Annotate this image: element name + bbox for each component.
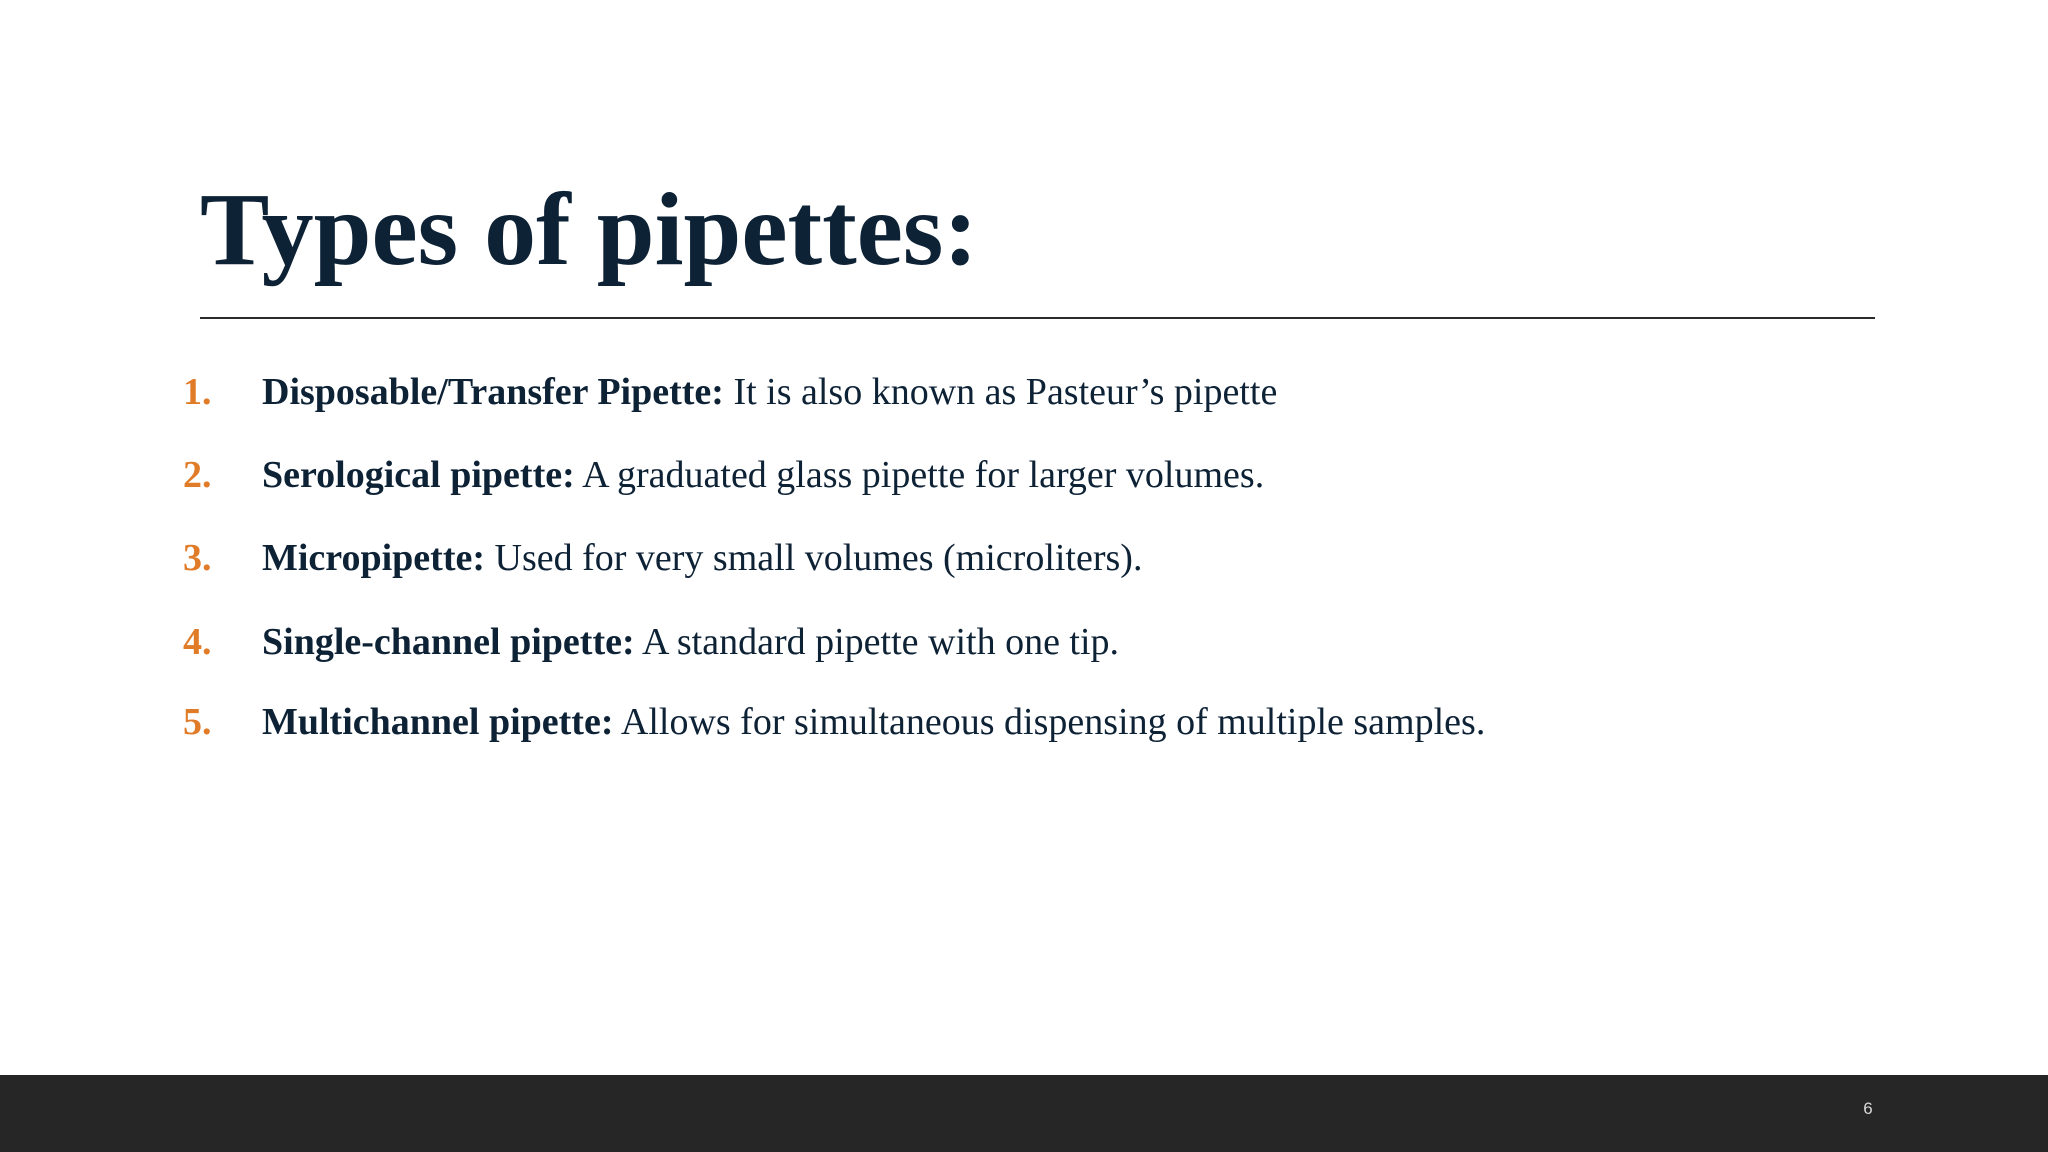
- list-item-description: A graduated glass pipette for larger volumes.: [574, 454, 1265, 496]
- list-item-text: [262, 533, 1142, 583]
- list-item-text: [262, 697, 1485, 747]
- list-item-number: 4.: [183, 621, 212, 663]
- list-item-number: 1.: [183, 371, 212, 413]
- footer-bar: [0, 1075, 2048, 1152]
- list-item-term: Micropipette:: [262, 537, 485, 579]
- list-item-term: Serological pipette:: [262, 454, 575, 496]
- list-item-description: A standard pipette with one tip.: [634, 621, 1120, 663]
- list-item: [183, 533, 1883, 583]
- list-item-number: 2.: [183, 454, 212, 496]
- list-item-text: [262, 450, 1264, 500]
- slide-title: Types of pipettes:: [200, 172, 979, 287]
- list-item: [183, 617, 1883, 667]
- list-item-number: 3.: [183, 537, 212, 579]
- list-item: [183, 450, 1883, 500]
- list-item-text: [262, 617, 1119, 667]
- page-number: 6: [1863, 1099, 1873, 1118]
- list-item-term: Disposable/Transfer Pipette:: [262, 371, 724, 413]
- list-item-number: 5.: [183, 701, 212, 743]
- list-item-description: Used for very small volumes (microliters).: [485, 537, 1143, 579]
- list-item-description: Allows for simultaneous dispensing of multiple samples.: [613, 701, 1486, 743]
- title-divider: [200, 317, 1875, 319]
- list-item: [183, 367, 1883, 417]
- list-item: [183, 697, 1883, 747]
- list-item-term: Single-channel pipette:: [262, 621, 635, 663]
- list-item-description: It is also known as Pasteur’s pipette: [723, 371, 1278, 413]
- list-item-text: [262, 367, 1277, 417]
- list-item-term: Multichannel pipette:: [262, 701, 614, 743]
